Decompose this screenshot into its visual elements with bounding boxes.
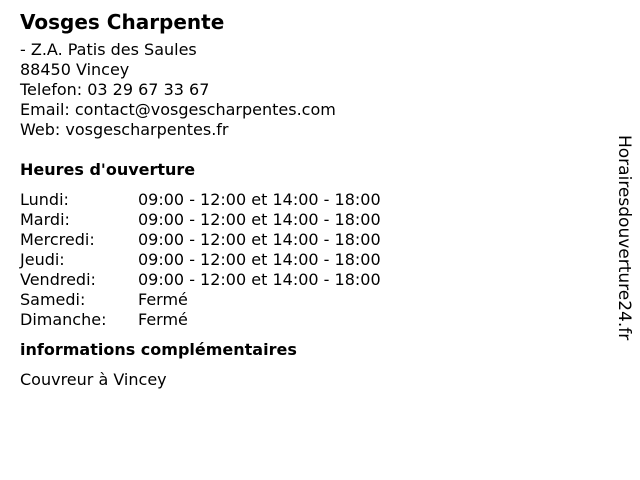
address-street: - Z.A. Patis des Saules <box>20 40 197 59</box>
day-label: Dimanche: <box>20 310 107 329</box>
opening-hours-list <box>20 190 600 330</box>
day-label: Jeudi: <box>20 250 65 269</box>
hours-row-sunday <box>20 310 600 330</box>
address-city: 88450 Vincey <box>20 60 130 79</box>
hours-value: 09:00 - 12:00 et 14:00 - 18:00 <box>138 230 381 249</box>
hours-row-thursday <box>20 250 600 270</box>
hours-row-friday <box>20 270 600 290</box>
hours-value: 09:00 - 12:00 et 14:00 - 18:00 <box>138 190 381 209</box>
additional-info-heading: informations complémentaires <box>20 340 297 359</box>
additional-info-text: Couvreur à Vincey <box>20 370 167 389</box>
email-line[interactable]: Email: contact@vosgescharpentes.com <box>20 100 336 119</box>
business-card <box>20 9 600 390</box>
day-label: Samedi: <box>20 290 86 309</box>
hours-row-wednesday <box>20 230 600 250</box>
day-label: Mardi: <box>20 210 70 229</box>
hours-value: 09:00 - 12:00 et 14:00 - 18:00 <box>138 250 381 269</box>
website-line[interactable]: Web: vosgescharpentes.fr <box>20 120 229 139</box>
business-name: Vosges Charpente <box>20 10 225 34</box>
day-label: Lundi: <box>20 190 69 209</box>
hours-row-tuesday <box>20 210 600 230</box>
day-label: Mercredi: <box>20 230 95 249</box>
hours-value: Fermé <box>138 310 188 329</box>
hours-value: Fermé <box>138 290 188 309</box>
day-label: Vendredi: <box>20 270 96 289</box>
opening-hours-heading: Heures d'ouverture <box>20 160 196 179</box>
hours-value: 09:00 - 12:00 et 14:00 - 18:00 <box>138 210 381 229</box>
hours-row-saturday <box>20 290 600 310</box>
phone-line[interactable]: Telefon: 03 29 67 33 67 <box>20 80 210 99</box>
hours-value: 09:00 - 12:00 et 14:00 - 18:00 <box>138 270 381 289</box>
site-watermark: Horairesdouverture24.fr <box>614 135 634 341</box>
hours-row-monday <box>20 190 600 210</box>
